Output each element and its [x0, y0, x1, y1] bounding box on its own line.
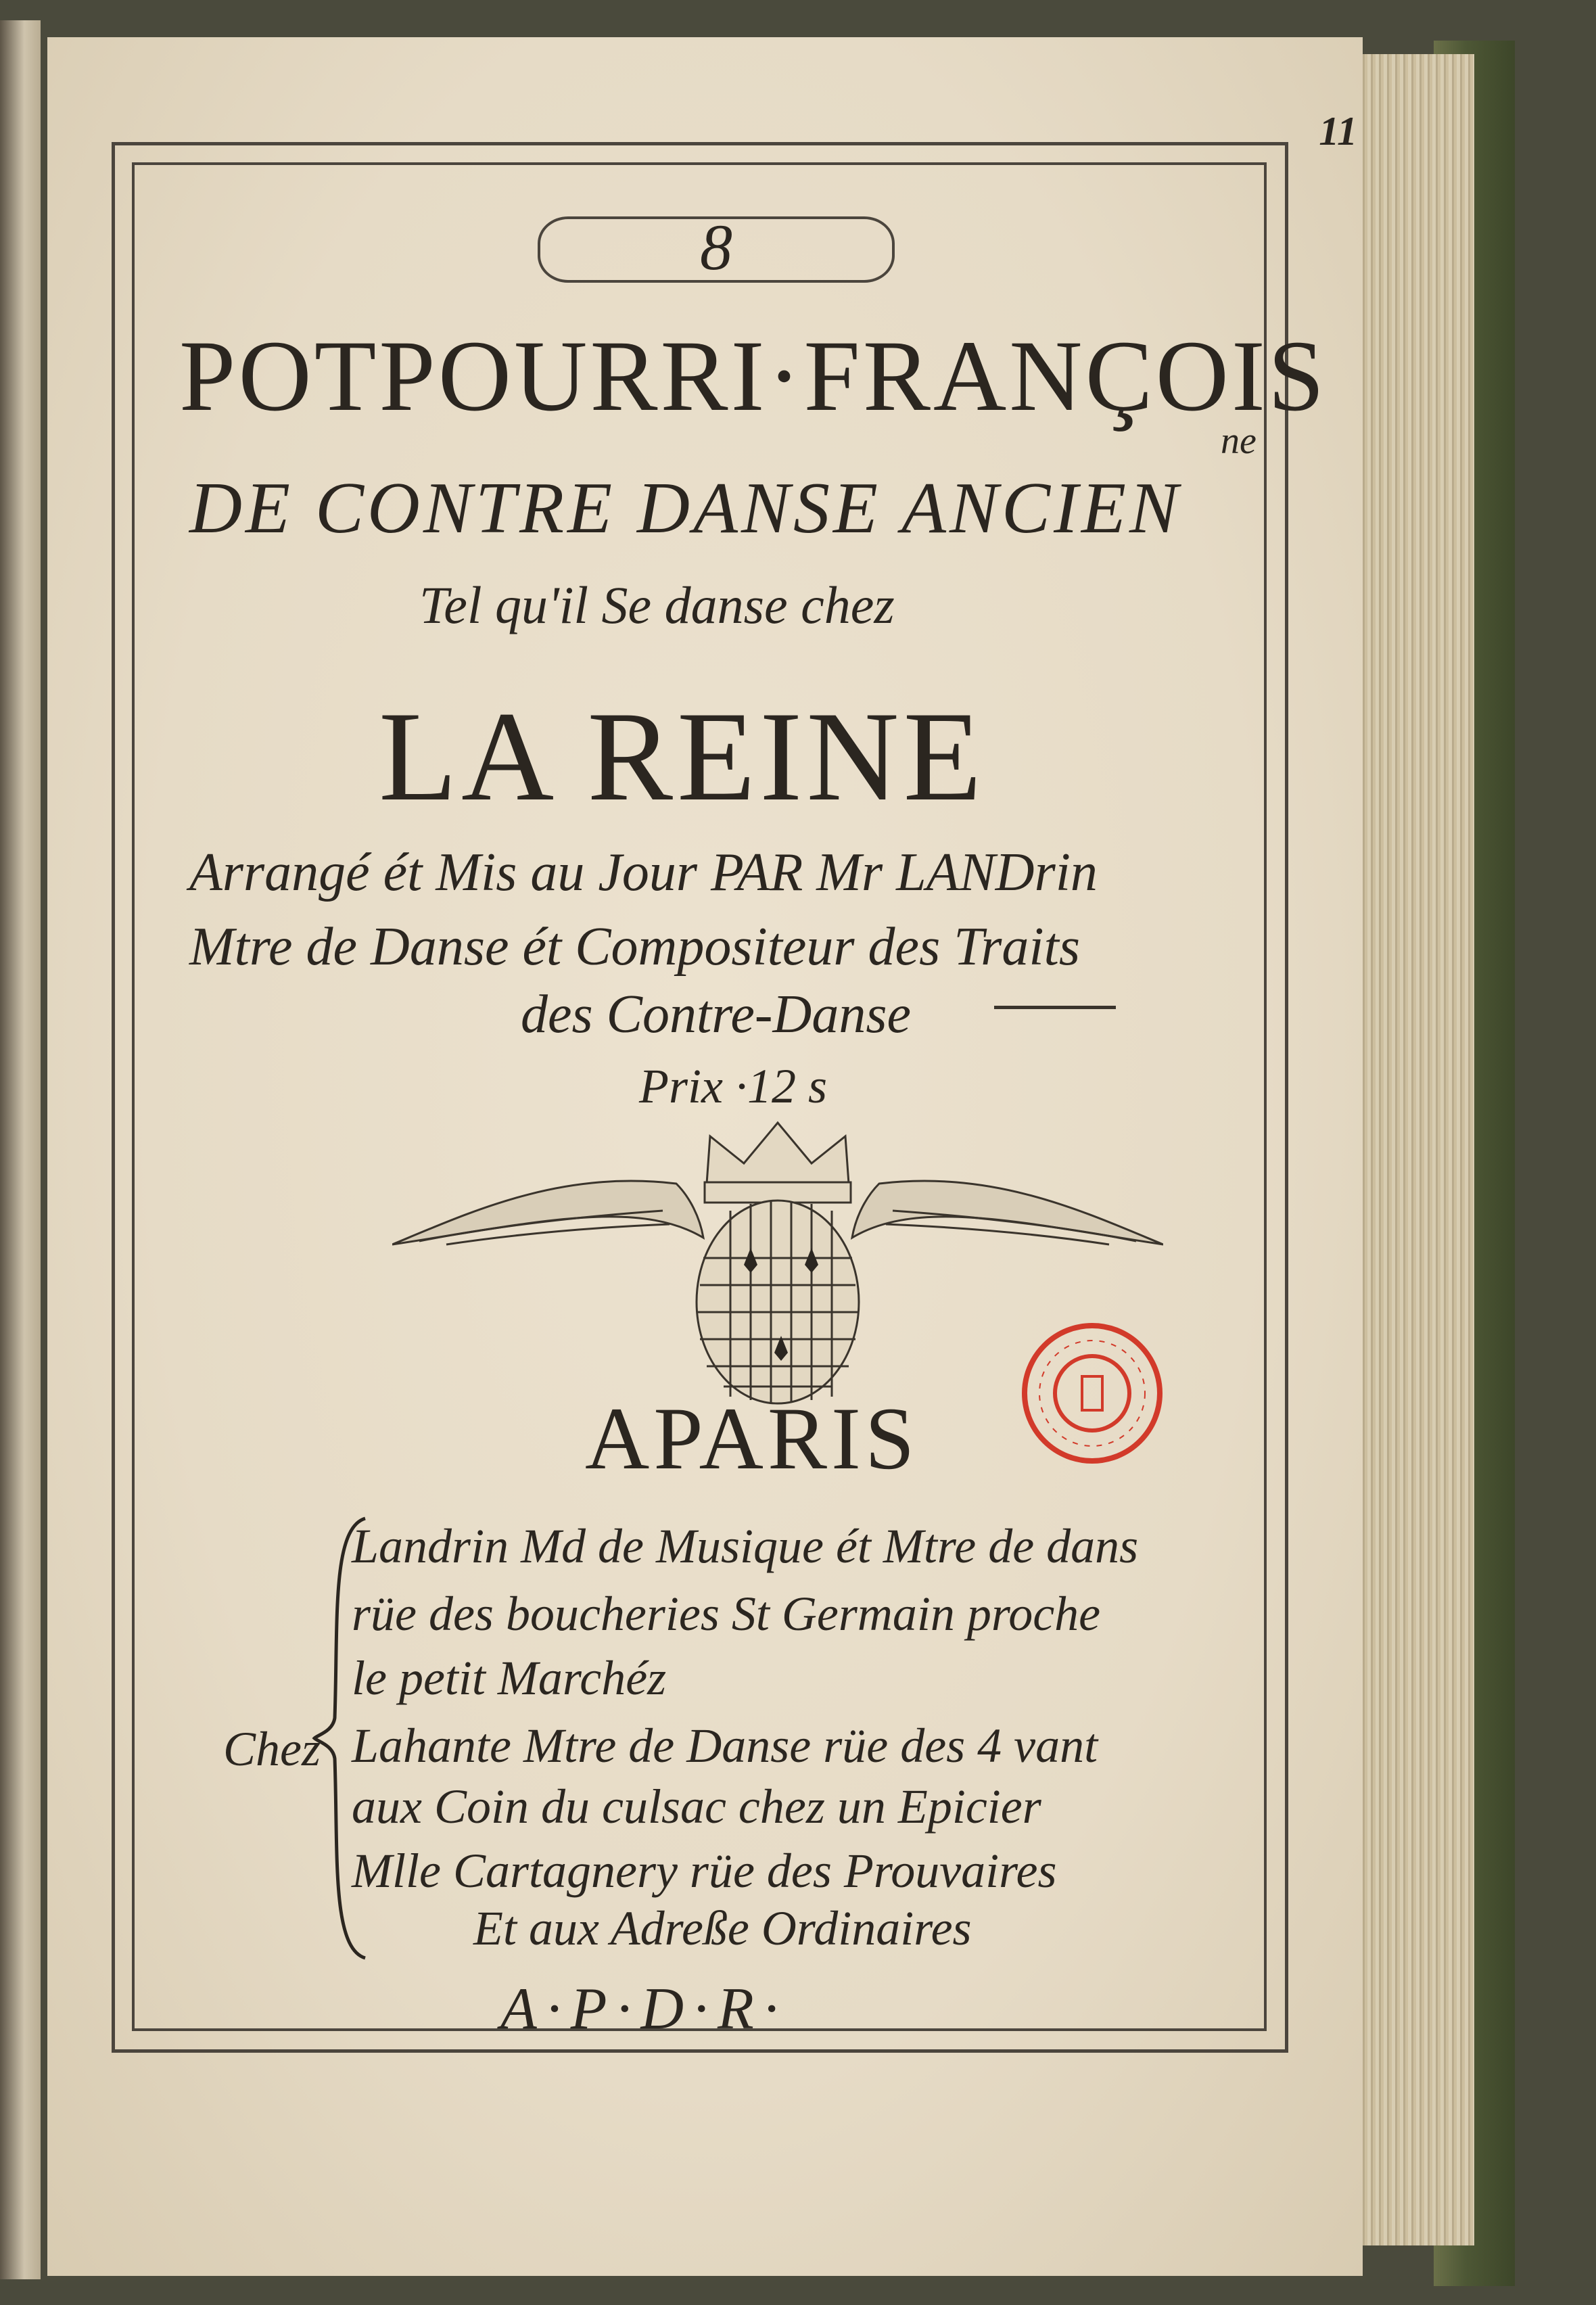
title-line-1: POTPOURRI·FRANÇOIS [179, 320, 1328, 432]
price: Prix ·12 s [639, 1059, 827, 1113]
title-line-2: DE CONTRE DANSE ANCIEN [189, 468, 1182, 549]
line-tel: Tel qu'il Se danse chez [419, 576, 895, 634]
line-maitre: Mtre de Danse ét Compositeur des Traits [189, 917, 1080, 977]
flourish-dash [994, 1006, 1116, 1009]
title-superscript: ne [1221, 420, 1257, 462]
line-la-reine: LA REINE [379, 686, 986, 828]
facing-page-edge [0, 20, 41, 2279]
line-des-contre-danse: des Contre-Danse [521, 985, 911, 1044]
line-arrange: Arrangé ét Mis au Jour PAR Mr LANDrin [189, 843, 1098, 902]
number-cartouche [538, 211, 895, 283]
address-line: Lahante Mtre de Danse rüe des 4 vant [352, 1719, 1098, 1773]
cartouche-number: 8 [700, 211, 732, 283]
place-of-publication: APARIS [585, 1389, 919, 1488]
folio-number: 11 [1319, 109, 1357, 154]
address-line: Landrin Md de Musique ét Mtre de dans [352, 1519, 1139, 1573]
address-line: Mlle Cartagnery rüe des Prouvaires [352, 1844, 1057, 1898]
address-line: Et aux Adreße Ordinaires [473, 1901, 972, 1955]
address-line: aux Coin du culsac chez un Epicier [352, 1779, 1041, 1834]
page-block-edge [1359, 54, 1474, 2245]
privilege-line: A·P·D·R· [500, 1976, 788, 2042]
chez-label: Chez [223, 1722, 321, 1776]
address-line: rüe des boucheries St Germain proche [352, 1587, 1101, 1641]
library-stamp [1014, 1316, 1170, 1471]
address-line: le petit Marchéz [352, 1651, 667, 1705]
